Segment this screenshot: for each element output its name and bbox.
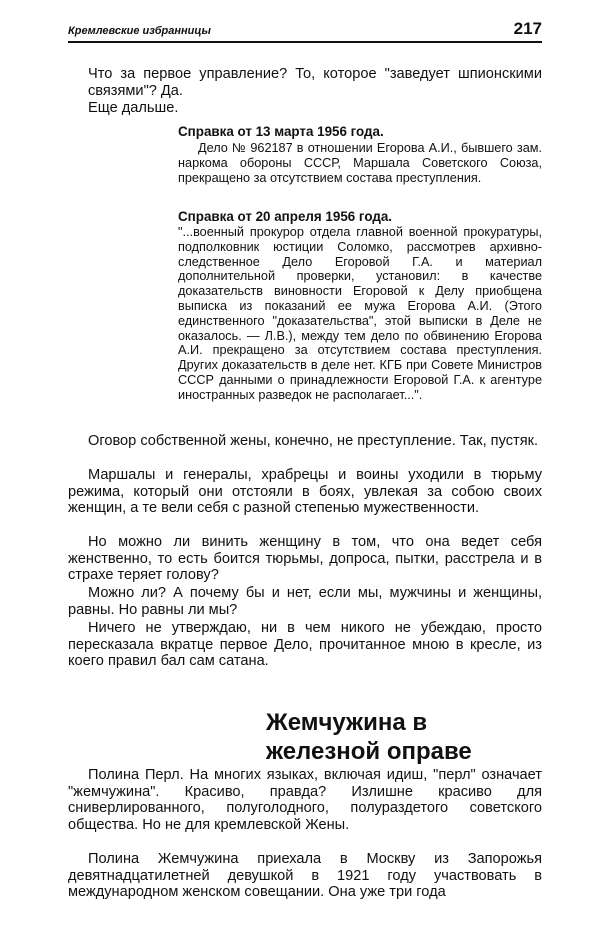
section-paragraph-2: Полина Жемчужина приехала в Москву из Запорожья девятнадцатилетней девушкой в 1921 году участвовать в международном женском совещании. Она уже три года bbox=[68, 851, 542, 901]
section-heading-line-2: железной оправе bbox=[266, 738, 472, 765]
note-1-title: Справка от 13 марта 1956 года. bbox=[178, 124, 384, 139]
page-number: 217 bbox=[513, 19, 542, 38]
paragraph-1: Что за первое управление? То, которое "заведует шпионскими связями"? Да. bbox=[88, 66, 542, 99]
note-2-title: Справка от 20 апреля 1956 года. bbox=[178, 209, 393, 224]
paragraph-2: Еще дальше. bbox=[88, 100, 179, 116]
running-title: Кремлевские избранницы bbox=[68, 25, 211, 37]
header-rule bbox=[68, 41, 542, 43]
running-header bbox=[68, 18, 542, 44]
paragraph-4: Маршалы и генералы, храбрецы и воины уходили в тюрьму режима, который они отстояли в боях, увлекая за собою своих женщин, а те вели себя с разной степенью мужественности. bbox=[68, 467, 542, 517]
note-1-body: Дело № 962187 в отношении Егорова А.И., бывшего зам. наркома обороны СССР, Маршала Советского Союза, прекращено за отсутствием состава преступления. bbox=[178, 141, 542, 185]
paragraph-5: Но можно ли винить женщину в том, что она ведет себя женственно, то есть боится тюрьмы, допроса, пытки, расстрела и в страхе теряет голову? bbox=[68, 534, 542, 584]
paragraph-7: Ничего не утверждаю, ни в чем никого не убеждаю, просто пересказала вкратце первое Дело, прочитанное мною в кресле, из коего правил бал сам сатана. bbox=[68, 620, 542, 670]
section-heading bbox=[266, 708, 542, 766]
section-heading-line-1: Жемчужина в bbox=[266, 709, 428, 736]
section-paragraph-1: Полина Перл. На многих языках, включая идиш, "перл" означает "жемчужина". Красиво, правда? Излишне красиво для сниверлированного, полуголодного, полураздетого советского общества. Но не для кремлевской Жены. bbox=[68, 767, 542, 833]
paragraph-6: Можно ли? А почему бы и нет, если мы, мужчины и женщины, равны. Но равны ли мы? bbox=[68, 585, 542, 618]
paragraph-3: Оговор собственной жены, конечно, не преступление. Так, пустяк. bbox=[88, 433, 539, 449]
note-2-body: "...военный прокурор отдела главной военной прокуратуры, подполковник юстиции Соломко, рассмотрев архивно-следственное Дело Егоровой Г.А. и материал дополнительной проверки, установил: в качестве доказательств виновности Егоровой к Делу приобщена выписка из показаний ее мужа Егорова А.И. (Этого единственного "доказательства", этой выписки в Деле не оказалось. — Л.В.), между тем дело по обвинению Егорова А.И. прекращено за отсутствием состава преступления. Других доказательств в деле нет. КГБ при Совете Министров СССР данными о принадлежности Егоровой Г.А. к агентуре иностранных разведок не располагает...". bbox=[178, 225, 542, 402]
